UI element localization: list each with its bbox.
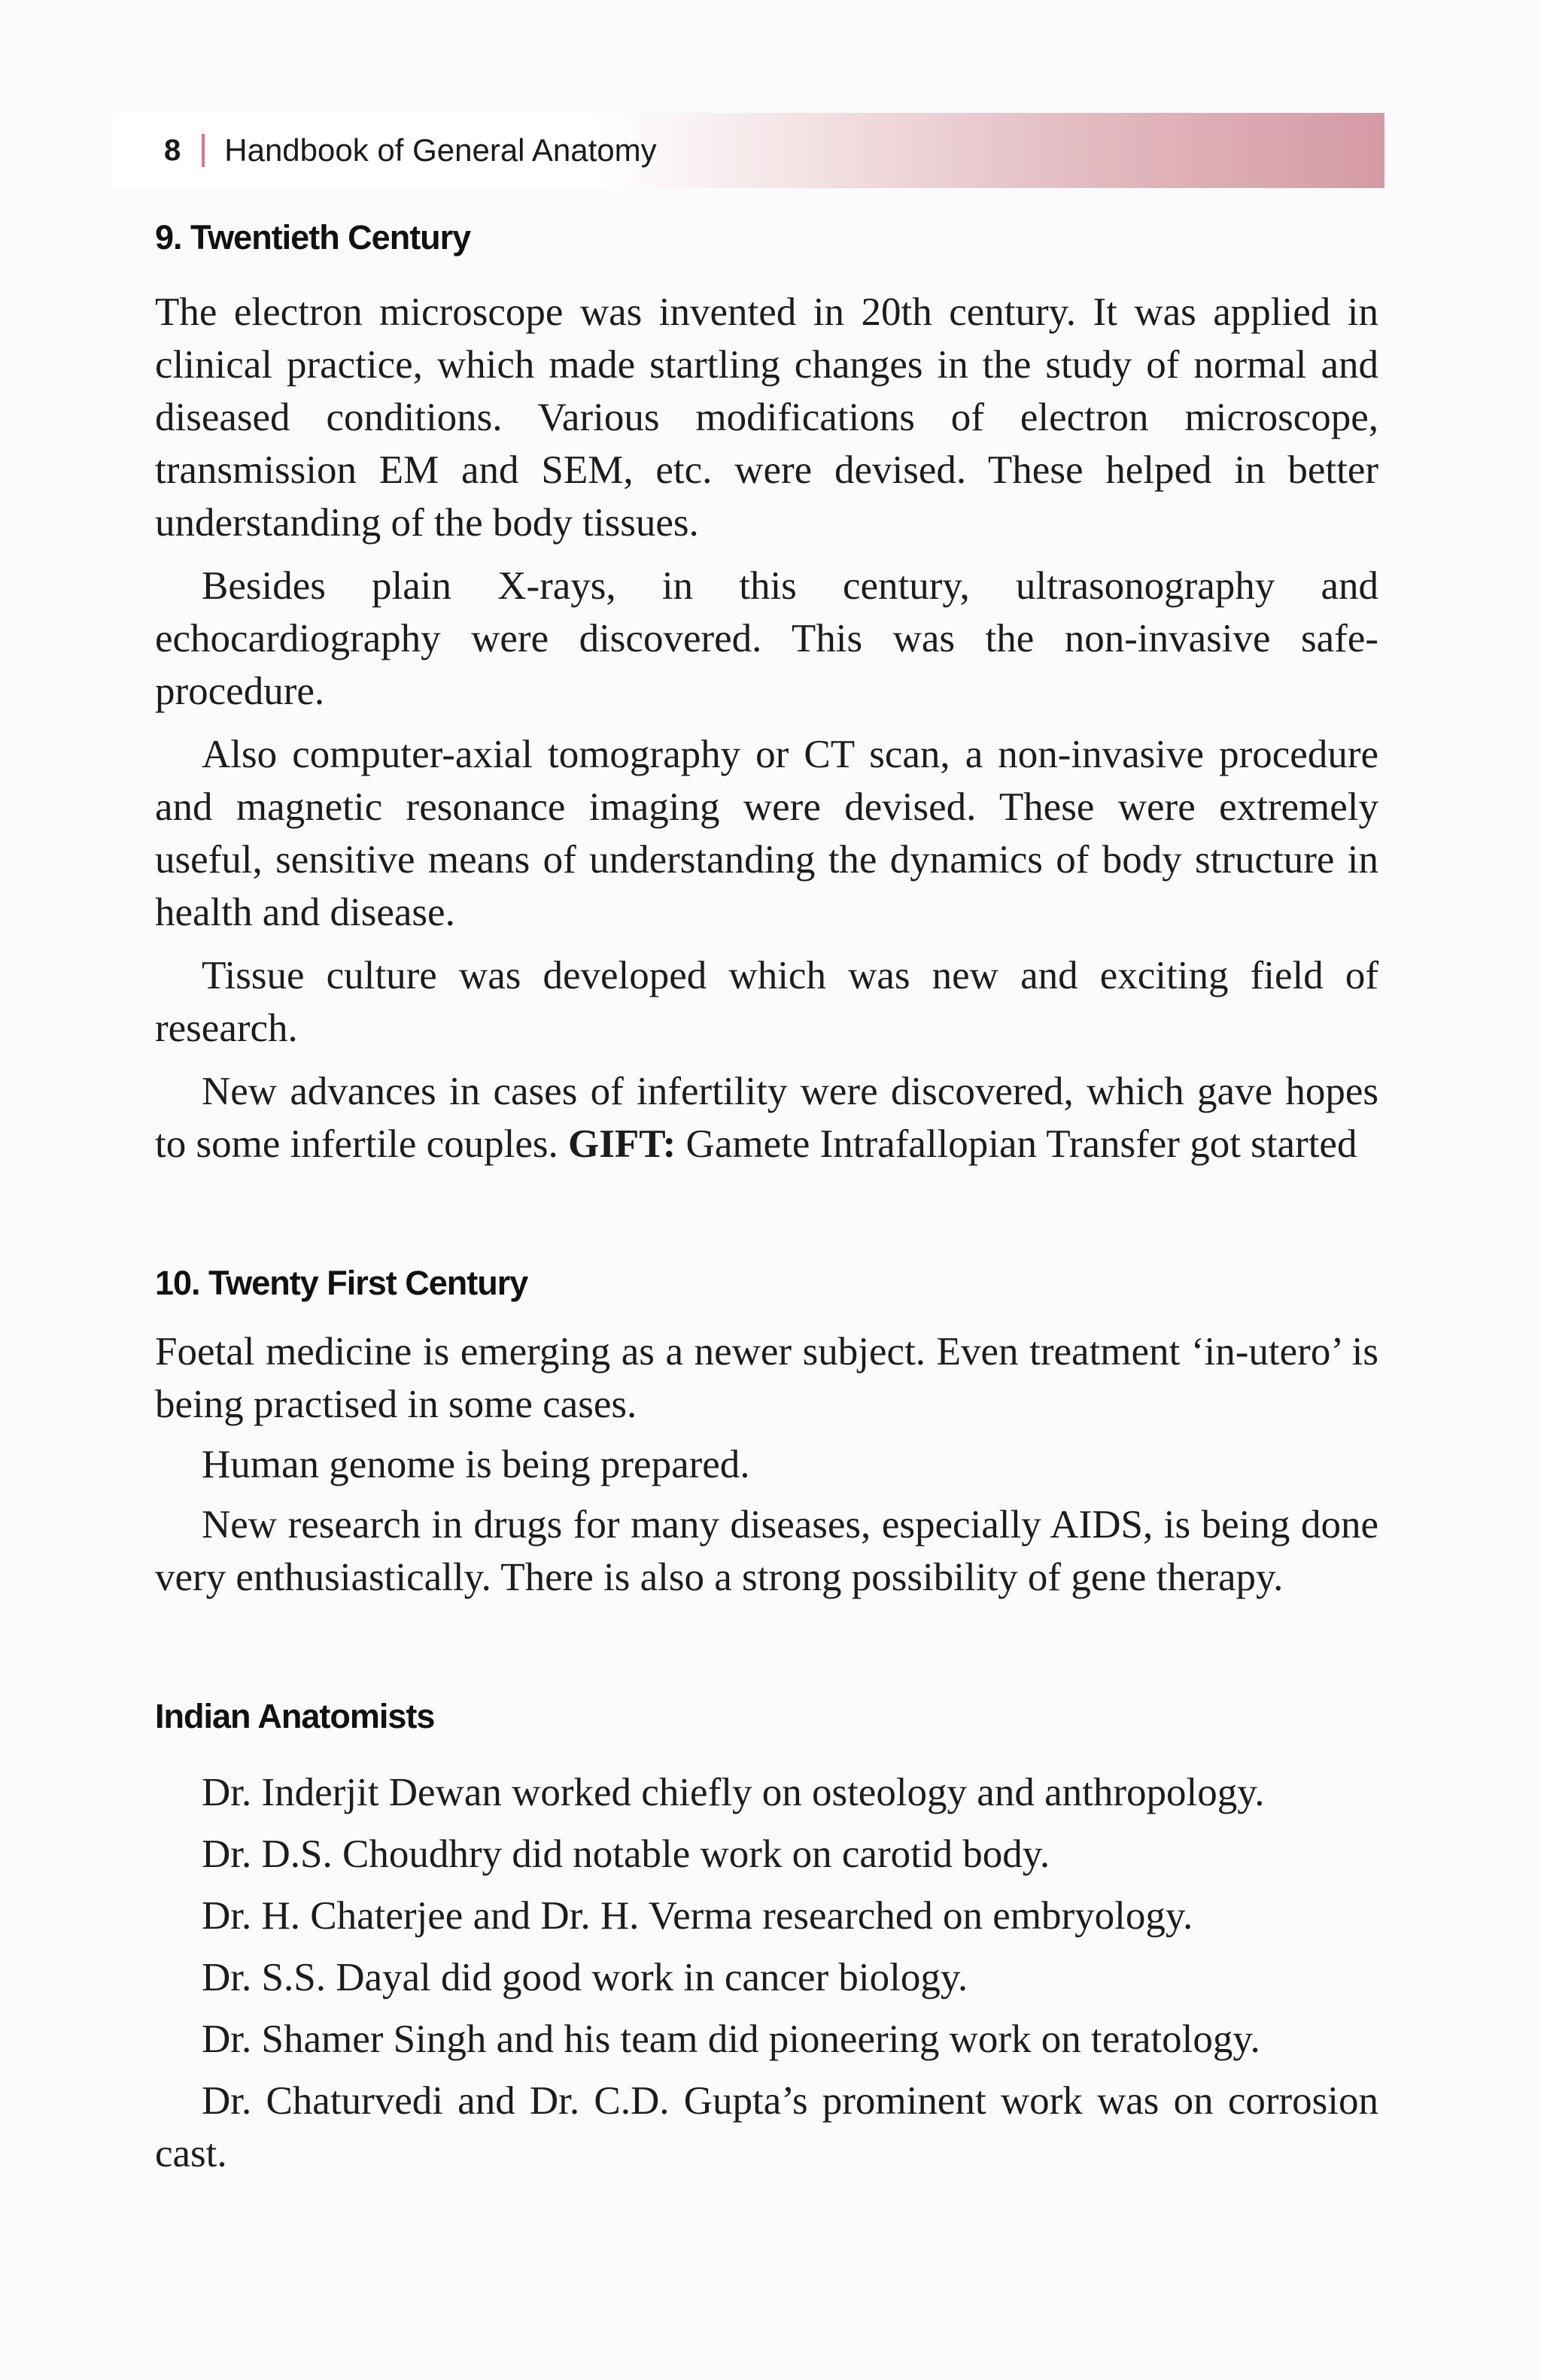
running-header xyxy=(113,113,1384,188)
page-number: 8 xyxy=(164,133,181,167)
anatomists-list xyxy=(155,1766,1378,2180)
section-heading-twenty-first-century: 10. Twenty First Century xyxy=(155,1264,528,1302)
list-item: Dr. D.S. Choudhry did notable work on carotid body. xyxy=(202,1832,1050,1876)
page-content xyxy=(155,218,1378,2180)
header-divider xyxy=(202,134,205,167)
paragraph: Also computer-axial tomography or CT scan, a non-invasive procedure and magnetic resonance imaging were devised. These were extremely useful, sensitive means of understanding the dynamics of body structure in health and disease. xyxy=(155,733,1378,934)
section-heading-indian-anatomists: Indian Anatomists xyxy=(155,1697,435,1735)
list-item: Dr. H. Chaterjee and Dr. H. Verma researched on embryology. xyxy=(202,1894,1193,1938)
book-title: Handbook of General Anatomy xyxy=(224,132,657,168)
paragraph: Human genome is being prepared. xyxy=(202,1443,750,1486)
list-item: Dr. Inderjit Dewan worked chiefly on osteology and anthropology. xyxy=(202,1771,1265,1814)
paragraph: Tissue culture was developed which was new and exciting field of research. xyxy=(155,954,1378,1050)
gift-term: GIFT: xyxy=(568,1122,676,1166)
paragraph xyxy=(155,1065,1378,1170)
list-item: Dr. S.S. Dayal did good work in cancer biology. xyxy=(202,1956,968,1999)
paragraph: Foetal medicine is emerging as a newer subject. Even treatment ‘in-utero’ is being practised in some cases. xyxy=(155,1330,1378,1426)
list-item: Dr. Shamer Singh and his team did pioneering work on teratology. xyxy=(202,2017,1260,2061)
list-item: Dr. Chaturvedi and Dr. C.D. Gupta’s prominent work was on corrosion cast. xyxy=(155,2079,1378,2175)
paragraph: Besides plain X-rays, in this century, ultrasonography and echocardiography were discovered. This was the non-invasive safe-procedure. xyxy=(155,564,1378,713)
paragraph-text: Gamete Intrafallopian Transfer got started xyxy=(676,1122,1357,1166)
paragraph: New research in drugs for many diseases, especially AIDS, is being done very enthusiastically. There is also a strong possibility of gene therapy. xyxy=(155,1503,1378,1599)
paragraph-text: New advances in cases of infertility were discovered, which gave hopes to some infertile couples. xyxy=(155,1070,1378,1166)
section-heading-twentieth-century: 9. Twentieth Century xyxy=(155,218,471,257)
paragraph: The electron microscope was invented in 20th century. It was applied in clinical practice, which made startling changes in the study of normal and diseased conditions. Various modifications of electron microscope, transmission EM and SEM, etc. were devised. These helped in better understanding of the body tissues. xyxy=(155,290,1378,545)
